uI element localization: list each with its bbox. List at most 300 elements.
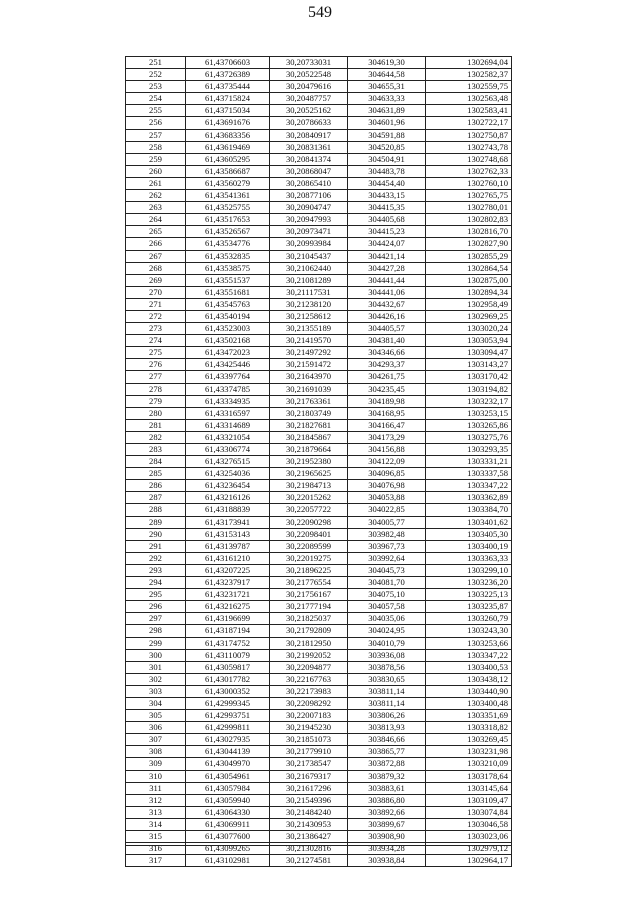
x-coordinate-cell: 303878,56: [348, 661, 426, 673]
latitude-cell: 61,43099265: [186, 843, 270, 855]
longitude-cell: 30,22098401: [270, 528, 348, 540]
table-row: [126, 431, 512, 443]
x-coordinate-cell: 304405,68: [348, 214, 426, 226]
x-coordinate-cell: 303967,73: [348, 540, 426, 552]
x-coordinate-cell: 303936,08: [348, 649, 426, 661]
point-number-cell: 252: [126, 69, 186, 81]
table-row: [126, 806, 512, 818]
y-coordinate-cell: 1303347,22: [426, 649, 512, 661]
point-number-cell: 270: [126, 286, 186, 298]
x-coordinate-cell: 304601,96: [348, 117, 426, 129]
y-coordinate-cell: 1303178,64: [426, 770, 512, 782]
table-row: [126, 564, 512, 576]
longitude-cell: 30,20733031: [270, 57, 348, 69]
longitude-cell: 30,21965625: [270, 468, 348, 480]
point-number-cell: 262: [126, 190, 186, 202]
latitude-cell: 61,43161210: [186, 552, 270, 564]
longitude-cell: 30,21879664: [270, 444, 348, 456]
point-number-cell: 316: [126, 843, 186, 855]
latitude-cell: 61,43334935: [186, 395, 270, 407]
x-coordinate-cell: 304293,37: [348, 359, 426, 371]
longitude-cell: 30,22167763: [270, 673, 348, 685]
point-number-cell: 266: [126, 238, 186, 250]
latitude-cell: 61,43560279: [186, 177, 270, 189]
x-coordinate-cell: 304235,45: [348, 383, 426, 395]
longitude-cell: 30,20904747: [270, 202, 348, 214]
point-number-cell: 282: [126, 431, 186, 443]
longitude-cell: 30,21756167: [270, 589, 348, 601]
table-row: [126, 661, 512, 673]
latitude-cell: 61,43077600: [186, 831, 270, 843]
y-coordinate-cell: 1302864,54: [426, 262, 512, 274]
point-number-cell: 286: [126, 480, 186, 492]
table-row: [126, 855, 512, 867]
x-coordinate-cell: 304057,58: [348, 601, 426, 613]
longitude-cell: 30,22007183: [270, 710, 348, 722]
point-number-cell: 285: [126, 468, 186, 480]
y-coordinate-cell: 1302894,34: [426, 286, 512, 298]
x-coordinate-cell: 304173,29: [348, 431, 426, 443]
x-coordinate-cell: 304122,09: [348, 456, 426, 468]
y-coordinate-cell: 1302969,25: [426, 310, 512, 322]
y-coordinate-cell: 1303347,22: [426, 480, 512, 492]
longitude-cell: 30,21355189: [270, 323, 348, 335]
latitude-cell: 61,43619469: [186, 141, 270, 153]
x-coordinate-cell: 303899,67: [348, 818, 426, 830]
latitude-cell: 61,43236454: [186, 480, 270, 492]
x-coordinate-cell: 303830,65: [348, 673, 426, 685]
y-coordinate-cell: 1303351,69: [426, 710, 512, 722]
longitude-cell: 30,21792809: [270, 625, 348, 637]
table-row: [126, 746, 512, 758]
x-coordinate-cell: 304415,35: [348, 202, 426, 214]
table-row: [126, 165, 512, 177]
point-number-cell: 317: [126, 855, 186, 867]
y-coordinate-cell: 1303362,89: [426, 492, 512, 504]
y-coordinate-cell: 1302582,37: [426, 69, 512, 81]
y-coordinate-cell: 1303053,94: [426, 335, 512, 347]
longitude-cell: 30,21258612: [270, 310, 348, 322]
point-number-cell: 257: [126, 129, 186, 141]
table-row: [126, 734, 512, 746]
x-coordinate-cell: 304483,78: [348, 165, 426, 177]
table-row: [126, 492, 512, 504]
latitude-cell: 61,43525755: [186, 202, 270, 214]
latitude-cell: 61,43069911: [186, 818, 270, 830]
latitude-cell: 61,43306774: [186, 444, 270, 456]
longitude-cell: 30,20868047: [270, 165, 348, 177]
y-coordinate-cell: 1302816,70: [426, 226, 512, 238]
longitude-cell: 30,20841374: [270, 153, 348, 165]
latitude-cell: 61,43425446: [186, 359, 270, 371]
table-row: [126, 540, 512, 552]
latitude-cell: 61,43397764: [186, 371, 270, 383]
latitude-cell: 61,43102981: [186, 855, 270, 867]
longitude-cell: 30,22057722: [270, 504, 348, 516]
table-row: [126, 444, 512, 456]
point-number-cell: 311: [126, 782, 186, 794]
latitude-cell: 61,43706603: [186, 57, 270, 69]
x-coordinate-cell: 304427,28: [348, 262, 426, 274]
point-number-cell: 274: [126, 335, 186, 347]
table-row: [126, 105, 512, 117]
point-number-cell: 310: [126, 770, 186, 782]
longitude-cell: 30,21945230: [270, 722, 348, 734]
table-row: [126, 758, 512, 770]
table-row: [126, 456, 512, 468]
x-coordinate-cell: 304591,88: [348, 129, 426, 141]
longitude-cell: 30,21984713: [270, 480, 348, 492]
point-number-cell: 297: [126, 613, 186, 625]
x-coordinate-cell: 304405,57: [348, 323, 426, 335]
y-coordinate-cell: 1302765,75: [426, 190, 512, 202]
longitude-cell: 30,21812950: [270, 637, 348, 649]
point-number-cell: 296: [126, 601, 186, 613]
y-coordinate-cell: 1302802,83: [426, 214, 512, 226]
table-row: [126, 81, 512, 93]
y-coordinate-cell: 1303194,82: [426, 383, 512, 395]
y-coordinate-cell: 1302762,33: [426, 165, 512, 177]
longitude-cell: 30,22015262: [270, 492, 348, 504]
y-coordinate-cell: 1302583,41: [426, 105, 512, 117]
point-number-cell: 264: [126, 214, 186, 226]
y-coordinate-cell: 1303275,76: [426, 431, 512, 443]
table-row: [126, 262, 512, 274]
point-number-cell: 280: [126, 407, 186, 419]
y-coordinate-cell: 1303170,42: [426, 371, 512, 383]
point-number-cell: 303: [126, 685, 186, 697]
point-number-cell: 292: [126, 552, 186, 564]
longitude-cell: 30,21419570: [270, 335, 348, 347]
y-coordinate-cell: 1303023,06: [426, 831, 512, 843]
x-coordinate-cell: 304619,30: [348, 57, 426, 69]
point-number-cell: 283: [126, 444, 186, 456]
point-number-cell: 259: [126, 153, 186, 165]
y-coordinate-cell: 1302979,12: [426, 843, 512, 855]
y-coordinate-cell: 1303074,84: [426, 806, 512, 818]
longitude-cell: 30,20522548: [270, 69, 348, 81]
table-row: [126, 310, 512, 322]
table-row: [126, 383, 512, 395]
latitude-cell: 61,43545763: [186, 298, 270, 310]
latitude-cell: 61,43110079: [186, 649, 270, 661]
point-number-cell: 279: [126, 395, 186, 407]
x-coordinate-cell: 304076,98: [348, 480, 426, 492]
point-number-cell: 289: [126, 516, 186, 528]
point-number-cell: 306: [126, 722, 186, 734]
longitude-cell: 30,21777194: [270, 601, 348, 613]
y-coordinate-cell: 1303401,62: [426, 516, 512, 528]
y-coordinate-cell: 1303235,87: [426, 601, 512, 613]
y-coordinate-cell: 1303318,82: [426, 722, 512, 734]
point-number-cell: 302: [126, 673, 186, 685]
table-row: [126, 601, 512, 613]
x-coordinate-cell: 304166,47: [348, 419, 426, 431]
point-number-cell: 268: [126, 262, 186, 274]
page-number: 549: [308, 4, 332, 21]
x-coordinate-cell: 304189,98: [348, 395, 426, 407]
longitude-cell: 30,21274581: [270, 855, 348, 867]
longitude-cell: 30,20947993: [270, 214, 348, 226]
point-number-cell: 253: [126, 81, 186, 93]
longitude-cell: 30,22090298: [270, 516, 348, 528]
x-coordinate-cell: 304381,40: [348, 335, 426, 347]
longitude-cell: 30,21845867: [270, 431, 348, 443]
longitude-cell: 30,21081289: [270, 274, 348, 286]
y-coordinate-cell: 1303145,64: [426, 782, 512, 794]
y-coordinate-cell: 1303260,79: [426, 613, 512, 625]
point-number-cell: 304: [126, 697, 186, 709]
table-row: [126, 286, 512, 298]
point-number-cell: 315: [126, 831, 186, 843]
table-row: [126, 770, 512, 782]
latitude-cell: 61,43715034: [186, 105, 270, 117]
point-number-cell: 273: [126, 323, 186, 335]
latitude-cell: 61,43059817: [186, 661, 270, 673]
table-row: [126, 190, 512, 202]
latitude-cell: 61,42993751: [186, 710, 270, 722]
longitude-cell: 30,21484240: [270, 806, 348, 818]
table-row: [126, 685, 512, 697]
table-row: [126, 782, 512, 794]
latitude-cell: 61,43187194: [186, 625, 270, 637]
latitude-cell: 61,43059940: [186, 794, 270, 806]
coordinates-table-body: [126, 57, 512, 867]
table-row: [126, 129, 512, 141]
latitude-cell: 61,43374785: [186, 383, 270, 395]
table-row: [126, 371, 512, 383]
point-number-cell: 314: [126, 818, 186, 830]
latitude-cell: 61,43207225: [186, 564, 270, 576]
y-coordinate-cell: 1303253,66: [426, 637, 512, 649]
longitude-cell: 30,21430953: [270, 818, 348, 830]
table-row: [126, 673, 512, 685]
latitude-cell: 61,43188839: [186, 504, 270, 516]
latitude-cell: 61,43254036: [186, 468, 270, 480]
point-number-cell: 263: [126, 202, 186, 214]
point-number-cell: 276: [126, 359, 186, 371]
point-number-cell: 305: [126, 710, 186, 722]
point-number-cell: 288: [126, 504, 186, 516]
latitude-cell: 61,43314689: [186, 419, 270, 431]
latitude-cell: 61,42999345: [186, 697, 270, 709]
longitude-cell: 30,22094877: [270, 661, 348, 673]
table-row: [126, 57, 512, 69]
point-number-cell: 312: [126, 794, 186, 806]
point-number-cell: 313: [126, 806, 186, 818]
x-coordinate-cell: 304010,79: [348, 637, 426, 649]
table-row: [126, 202, 512, 214]
x-coordinate-cell: 304421,14: [348, 250, 426, 262]
longitude-cell: 30,20973471: [270, 226, 348, 238]
x-coordinate-cell: 303811,14: [348, 685, 426, 697]
y-coordinate-cell: 1303384,70: [426, 504, 512, 516]
longitude-cell: 30,20479616: [270, 81, 348, 93]
table-row: [126, 419, 512, 431]
table-row: [126, 177, 512, 189]
y-coordinate-cell: 1303243,30: [426, 625, 512, 637]
point-number-cell: 298: [126, 625, 186, 637]
latitude-cell: 61,43027935: [186, 734, 270, 746]
longitude-cell: 30,21386427: [270, 831, 348, 843]
latitude-cell: 61,43517653: [186, 214, 270, 226]
point-number-cell: 269: [126, 274, 186, 286]
table-row: [126, 335, 512, 347]
y-coordinate-cell: 1302875,00: [426, 274, 512, 286]
table-row: [126, 637, 512, 649]
longitude-cell: 30,20786633: [270, 117, 348, 129]
table-row: [126, 710, 512, 722]
longitude-cell: 30,21045437: [270, 250, 348, 262]
longitude-cell: 30,21117531: [270, 286, 348, 298]
x-coordinate-cell: 304504,91: [348, 153, 426, 165]
longitude-cell: 30,22173983: [270, 685, 348, 697]
table-row: [126, 589, 512, 601]
y-coordinate-cell: 1302563,48: [426, 93, 512, 105]
longitude-cell: 30,20993984: [270, 238, 348, 250]
point-number-cell: 254: [126, 93, 186, 105]
table-row: [126, 298, 512, 310]
point-number-cell: 258: [126, 141, 186, 153]
y-coordinate-cell: 1303400,48: [426, 697, 512, 709]
point-number-cell: 272: [126, 310, 186, 322]
point-number-cell: 284: [126, 456, 186, 468]
point-number-cell: 251: [126, 57, 186, 69]
y-coordinate-cell: 1303210,09: [426, 758, 512, 770]
latitude-cell: 61,43000352: [186, 685, 270, 697]
x-coordinate-cell: 303886,80: [348, 794, 426, 806]
point-number-cell: 267: [126, 250, 186, 262]
latitude-cell: 61,43049970: [186, 758, 270, 770]
latitude-cell: 61,43064330: [186, 806, 270, 818]
x-coordinate-cell: 304520,85: [348, 141, 426, 153]
latitude-cell: 61,43057984: [186, 782, 270, 794]
y-coordinate-cell: 1303020,24: [426, 323, 512, 335]
latitude-cell: 61,43276515: [186, 456, 270, 468]
table-row: [126, 117, 512, 129]
table-row: [126, 613, 512, 625]
y-coordinate-cell: 1302722,17: [426, 117, 512, 129]
point-number-cell: 308: [126, 746, 186, 758]
x-coordinate-cell: 303872,88: [348, 758, 426, 770]
point-number-cell: 309: [126, 758, 186, 770]
point-number-cell: 260: [126, 165, 186, 177]
table-row: [126, 552, 512, 564]
latitude-cell: 61,43691676: [186, 117, 270, 129]
latitude-cell: 61,43683356: [186, 129, 270, 141]
latitude-cell: 61,43735444: [186, 81, 270, 93]
longitude-cell: 30,21825037: [270, 613, 348, 625]
y-coordinate-cell: 1302743,78: [426, 141, 512, 153]
y-coordinate-cell: 1303293,35: [426, 444, 512, 456]
point-number-cell: 299: [126, 637, 186, 649]
x-coordinate-cell: 304035,06: [348, 613, 426, 625]
x-coordinate-cell: 303908,90: [348, 831, 426, 843]
point-number-cell: 275: [126, 347, 186, 359]
x-coordinate-cell: 303892,66: [348, 806, 426, 818]
y-coordinate-cell: 1303331,21: [426, 456, 512, 468]
y-coordinate-cell: 1303438,12: [426, 673, 512, 685]
table-row: [126, 407, 512, 419]
y-coordinate-cell: 1303269,45: [426, 734, 512, 746]
x-coordinate-cell: 303938,84: [348, 855, 426, 867]
x-coordinate-cell: 303813,93: [348, 722, 426, 734]
x-coordinate-cell: 304261,75: [348, 371, 426, 383]
point-number-cell: 278: [126, 383, 186, 395]
y-coordinate-cell: 1303405,30: [426, 528, 512, 540]
longitude-cell: 30,21617296: [270, 782, 348, 794]
coordinates-table: [125, 56, 512, 867]
point-number-cell: 295: [126, 589, 186, 601]
latitude-cell: 61,43523003: [186, 323, 270, 335]
x-coordinate-cell: 304168,95: [348, 407, 426, 419]
x-coordinate-cell: 304426,16: [348, 310, 426, 322]
point-number-cell: 290: [126, 528, 186, 540]
x-coordinate-cell: 304441,06: [348, 286, 426, 298]
x-coordinate-cell: 303879,32: [348, 770, 426, 782]
table-row: [126, 323, 512, 335]
latitude-cell: 61,43321054: [186, 431, 270, 443]
latitude-cell: 61,43534776: [186, 238, 270, 250]
y-coordinate-cell: 1303265,86: [426, 419, 512, 431]
latitude-cell: 61,43526567: [186, 226, 270, 238]
y-coordinate-cell: 1303299,10: [426, 564, 512, 576]
x-coordinate-cell: 304655,31: [348, 81, 426, 93]
point-number-cell: 300: [126, 649, 186, 661]
x-coordinate-cell: 303982,48: [348, 528, 426, 540]
latitude-cell: 61,43538575: [186, 262, 270, 274]
table-row: [126, 625, 512, 637]
x-coordinate-cell: 303811,14: [348, 697, 426, 709]
longitude-cell: 30,22089599: [270, 540, 348, 552]
table-row: [126, 274, 512, 286]
longitude-cell: 30,21643970: [270, 371, 348, 383]
y-coordinate-cell: 1303253,15: [426, 407, 512, 419]
x-coordinate-cell: 304096,85: [348, 468, 426, 480]
latitude-cell: 61,43541361: [186, 190, 270, 202]
latitude-cell: 61,43017782: [186, 673, 270, 685]
longitude-cell: 30,21549396: [270, 794, 348, 806]
point-number-cell: 271: [126, 298, 186, 310]
table-row: [126, 504, 512, 516]
table-row: [126, 69, 512, 81]
x-coordinate-cell: 303806,26: [348, 710, 426, 722]
x-coordinate-cell: 304005,77: [348, 516, 426, 528]
point-number-cell: 261: [126, 177, 186, 189]
latitude-cell: 61,43605295: [186, 153, 270, 165]
point-number-cell: 307: [126, 734, 186, 746]
table-row: [126, 359, 512, 371]
point-number-cell: 255: [126, 105, 186, 117]
latitude-cell: 61,43044139: [186, 746, 270, 758]
table-bottom-rule: [125, 845, 511, 846]
longitude-cell: 30,21591472: [270, 359, 348, 371]
longitude-cell: 30,21738547: [270, 758, 348, 770]
table-row: [126, 794, 512, 806]
longitude-cell: 30,21763361: [270, 395, 348, 407]
longitude-cell: 30,20840917: [270, 129, 348, 141]
longitude-cell: 30,21679317: [270, 770, 348, 782]
x-coordinate-cell: 303883,61: [348, 782, 426, 794]
longitude-cell: 30,20831361: [270, 141, 348, 153]
latitude-cell: 61,43153143: [186, 528, 270, 540]
x-coordinate-cell: 304156,88: [348, 444, 426, 456]
table-row: [126, 831, 512, 843]
y-coordinate-cell: 1302827,90: [426, 238, 512, 250]
longitude-cell: 30,20525162: [270, 105, 348, 117]
latitude-cell: 61,43196699: [186, 613, 270, 625]
longitude-cell: 30,21896225: [270, 564, 348, 576]
